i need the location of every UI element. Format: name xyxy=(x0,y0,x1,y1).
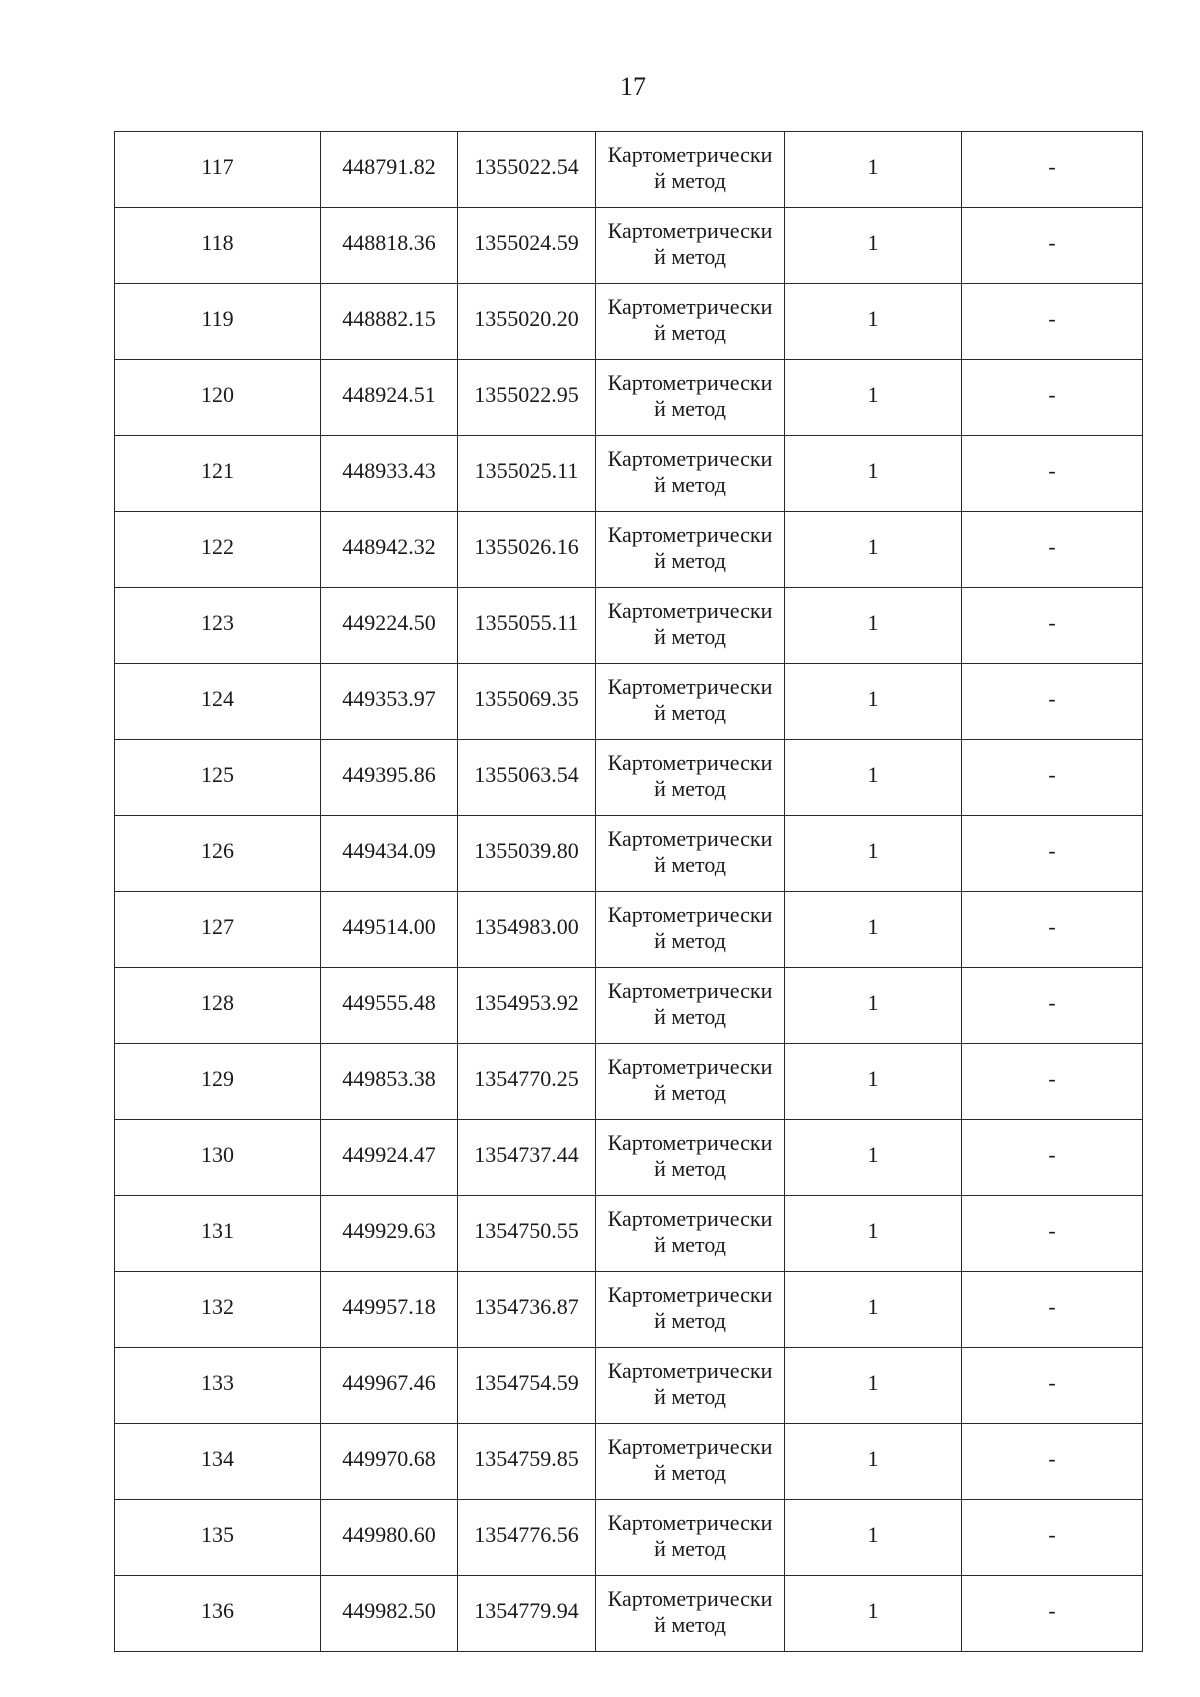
method-line-2: й метод xyxy=(654,1459,726,1485)
table-row xyxy=(115,512,1143,588)
note-cell: - xyxy=(962,1272,1143,1348)
note-cell: - xyxy=(962,816,1143,892)
y-coordinate-cell: 1354759.85 xyxy=(458,1424,596,1500)
method-line-2: й метод xyxy=(654,167,726,193)
method-cell xyxy=(596,1120,785,1196)
x-coordinate-cell: 449967.46 xyxy=(321,1348,458,1424)
method-line-2: й метод xyxy=(654,1155,726,1181)
table-row xyxy=(115,1500,1143,1576)
x-coordinate-cell: 448791.82 xyxy=(321,132,458,208)
method-cell xyxy=(596,284,785,360)
y-coordinate-cell: 1355025.11 xyxy=(458,436,596,512)
method-cell xyxy=(596,968,785,1044)
x-coordinate-cell: 449929.63 xyxy=(321,1196,458,1272)
y-coordinate-cell: 1355039.80 xyxy=(458,816,596,892)
y-coordinate-cell: 1355024.59 xyxy=(458,208,596,284)
note-cell: - xyxy=(962,1500,1143,1576)
x-coordinate-cell: 448942.32 xyxy=(321,512,458,588)
x-coordinate-cell: 449980.60 xyxy=(321,1500,458,1576)
note-cell: - xyxy=(962,132,1143,208)
method-cell xyxy=(596,664,785,740)
method-line-2: й метод xyxy=(654,471,726,497)
page-number: 17 xyxy=(620,72,646,101)
accuracy-cell: 1 xyxy=(785,664,962,740)
y-coordinate-cell: 1354754.59 xyxy=(458,1348,596,1424)
method-line-2: й метод xyxy=(654,775,726,801)
method-line-1: Картометрически xyxy=(607,217,773,243)
accuracy-cell: 1 xyxy=(785,1424,962,1500)
accuracy-cell: 1 xyxy=(785,1348,962,1424)
point-number-cell: 122 xyxy=(115,512,321,588)
y-coordinate-cell: 1354779.94 xyxy=(458,1576,596,1652)
point-number-cell: 126 xyxy=(115,816,321,892)
method-line-1: Картометрически xyxy=(607,1129,773,1155)
method-cell xyxy=(596,588,785,664)
method-line-2: й метод xyxy=(654,1383,726,1409)
method-line-1: Картометрически xyxy=(607,141,773,167)
accuracy-cell: 1 xyxy=(785,740,962,816)
method-line-2: й метод xyxy=(654,1003,726,1029)
method-line-2: й метод xyxy=(654,243,726,269)
y-coordinate-cell: 1354736.87 xyxy=(458,1272,596,1348)
point-number-cell: 123 xyxy=(115,588,321,664)
method-line-1: Картометрически xyxy=(607,1053,773,1079)
method-line-1: Картометрически xyxy=(607,521,773,547)
method-line-1: Картометрически xyxy=(607,445,773,471)
method-line-2: й метод xyxy=(654,1231,726,1257)
x-coordinate-cell: 449853.38 xyxy=(321,1044,458,1120)
x-coordinate-cell: 449957.18 xyxy=(321,1272,458,1348)
table-row xyxy=(115,1272,1143,1348)
method-line-1: Картометрически xyxy=(607,1433,773,1459)
note-cell: - xyxy=(962,664,1143,740)
x-coordinate-cell: 449395.86 xyxy=(321,740,458,816)
y-coordinate-cell: 1354770.25 xyxy=(458,1044,596,1120)
table-row xyxy=(115,664,1143,740)
note-cell: - xyxy=(962,436,1143,512)
y-coordinate-cell: 1355063.54 xyxy=(458,740,596,816)
accuracy-cell: 1 xyxy=(785,1272,962,1348)
method-cell xyxy=(596,1196,785,1272)
note-cell: - xyxy=(962,1348,1143,1424)
method-cell xyxy=(596,1500,785,1576)
point-number-cell: 135 xyxy=(115,1500,321,1576)
y-coordinate-cell: 1354776.56 xyxy=(458,1500,596,1576)
point-number-cell: 125 xyxy=(115,740,321,816)
point-number-cell: 121 xyxy=(115,436,321,512)
point-number-cell: 134 xyxy=(115,1424,321,1500)
accuracy-cell: 1 xyxy=(785,968,962,1044)
method-cell xyxy=(596,1044,785,1120)
y-coordinate-cell: 1355022.54 xyxy=(458,132,596,208)
point-number-cell: 128 xyxy=(115,968,321,1044)
note-cell: - xyxy=(962,892,1143,968)
method-line-2: й метод xyxy=(654,851,726,877)
table-body xyxy=(115,132,1143,1652)
y-coordinate-cell: 1354983.00 xyxy=(458,892,596,968)
method-line-1: Картометрически xyxy=(607,369,773,395)
table-row xyxy=(115,588,1143,664)
table-row xyxy=(115,1424,1143,1500)
table-row xyxy=(115,132,1143,208)
method-cell xyxy=(596,816,785,892)
point-number-cell: 132 xyxy=(115,1272,321,1348)
note-cell: - xyxy=(962,284,1143,360)
table-row xyxy=(115,436,1143,512)
table-row xyxy=(115,1576,1143,1652)
x-coordinate-cell: 449555.48 xyxy=(321,968,458,1044)
note-cell: - xyxy=(962,1120,1143,1196)
note-cell: - xyxy=(962,740,1143,816)
accuracy-cell: 1 xyxy=(785,208,962,284)
method-line-2: й метод xyxy=(654,395,726,421)
accuracy-cell: 1 xyxy=(785,1196,962,1272)
method-line-2: й метод xyxy=(654,1535,726,1561)
point-number-cell: 119 xyxy=(115,284,321,360)
method-line-2: й метод xyxy=(654,1079,726,1105)
y-coordinate-cell: 1355055.11 xyxy=(458,588,596,664)
method-cell xyxy=(596,1272,785,1348)
x-coordinate-cell: 448933.43 xyxy=(321,436,458,512)
note-cell: - xyxy=(962,512,1143,588)
accuracy-cell: 1 xyxy=(785,892,962,968)
table-row xyxy=(115,1120,1143,1196)
point-number-cell: 130 xyxy=(115,1120,321,1196)
accuracy-cell: 1 xyxy=(785,512,962,588)
method-line-2: й метод xyxy=(654,319,726,345)
note-cell: - xyxy=(962,1044,1143,1120)
table-row xyxy=(115,816,1143,892)
method-line-1: Картометрически xyxy=(607,1509,773,1535)
method-line-1: Картометрически xyxy=(607,673,773,699)
method-line-2: й метод xyxy=(654,623,726,649)
method-line-1: Картометрически xyxy=(607,901,773,927)
method-cell xyxy=(596,132,785,208)
point-number-cell: 133 xyxy=(115,1348,321,1424)
method-cell xyxy=(596,1348,785,1424)
x-coordinate-cell: 449970.68 xyxy=(321,1424,458,1500)
method-line-1: Картометрически xyxy=(607,977,773,1003)
x-coordinate-cell: 449514.00 xyxy=(321,892,458,968)
accuracy-cell: 1 xyxy=(785,588,962,664)
method-line-1: Картометрически xyxy=(607,1357,773,1383)
method-line-1: Картометрически xyxy=(607,749,773,775)
method-cell xyxy=(596,360,785,436)
y-coordinate-cell: 1355069.35 xyxy=(458,664,596,740)
method-cell xyxy=(596,512,785,588)
x-coordinate-cell: 449434.09 xyxy=(321,816,458,892)
method-cell xyxy=(596,436,785,512)
table-row xyxy=(115,360,1143,436)
note-cell: - xyxy=(962,1196,1143,1272)
table-row xyxy=(115,284,1143,360)
method-line-2: й метод xyxy=(654,699,726,725)
x-coordinate-cell: 448818.36 xyxy=(321,208,458,284)
note-cell: - xyxy=(962,1576,1143,1652)
method-line-2: й метод xyxy=(654,1307,726,1333)
point-number-cell: 129 xyxy=(115,1044,321,1120)
method-line-2: й метод xyxy=(654,547,726,573)
table-row xyxy=(115,740,1143,816)
y-coordinate-cell: 1354737.44 xyxy=(458,1120,596,1196)
table-row xyxy=(115,1196,1143,1272)
accuracy-cell: 1 xyxy=(785,132,962,208)
x-coordinate-cell: 449353.97 xyxy=(321,664,458,740)
accuracy-cell: 1 xyxy=(785,360,962,436)
method-line-1: Картометрически xyxy=(607,1585,773,1611)
method-cell xyxy=(596,740,785,816)
point-number-cell: 131 xyxy=(115,1196,321,1272)
table-row xyxy=(115,1348,1143,1424)
note-cell: - xyxy=(962,588,1143,664)
x-coordinate-cell: 448924.51 xyxy=(321,360,458,436)
accuracy-cell: 1 xyxy=(785,816,962,892)
table-row xyxy=(115,208,1143,284)
point-number-cell: 117 xyxy=(115,132,321,208)
point-number-cell: 124 xyxy=(115,664,321,740)
y-coordinate-cell: 1354953.92 xyxy=(458,968,596,1044)
x-coordinate-cell: 449224.50 xyxy=(321,588,458,664)
y-coordinate-cell: 1355020.20 xyxy=(458,284,596,360)
accuracy-cell: 1 xyxy=(785,1500,962,1576)
note-cell: - xyxy=(962,968,1143,1044)
x-coordinate-cell: 449982.50 xyxy=(321,1576,458,1652)
point-number-cell: 136 xyxy=(115,1576,321,1652)
method-cell xyxy=(596,1424,785,1500)
method-cell xyxy=(596,1576,785,1652)
point-number-cell: 127 xyxy=(115,892,321,968)
coordinates-table xyxy=(114,131,1143,1652)
table-row xyxy=(115,1044,1143,1120)
y-coordinate-cell: 1355022.95 xyxy=(458,360,596,436)
method-line-1: Картометрически xyxy=(607,293,773,319)
point-number-cell: 118 xyxy=(115,208,321,284)
accuracy-cell: 1 xyxy=(785,1576,962,1652)
y-coordinate-cell: 1354750.55 xyxy=(458,1196,596,1272)
note-cell: - xyxy=(962,360,1143,436)
method-line-1: Картометрически xyxy=(607,825,773,851)
method-line-1: Картометрически xyxy=(607,597,773,623)
method-cell xyxy=(596,892,785,968)
note-cell: - xyxy=(962,1424,1143,1500)
method-line-1: Картометрически xyxy=(607,1205,773,1231)
point-number-cell: 120 xyxy=(115,360,321,436)
method-line-1: Картометрически xyxy=(607,1281,773,1307)
method-cell xyxy=(596,208,785,284)
table-row xyxy=(115,968,1143,1044)
accuracy-cell: 1 xyxy=(785,284,962,360)
note-cell: - xyxy=(962,208,1143,284)
accuracy-cell: 1 xyxy=(785,1120,962,1196)
x-coordinate-cell: 449924.47 xyxy=(321,1120,458,1196)
method-line-2: й метод xyxy=(654,1611,726,1637)
accuracy-cell: 1 xyxy=(785,1044,962,1120)
table-row xyxy=(115,892,1143,968)
accuracy-cell: 1 xyxy=(785,436,962,512)
x-coordinate-cell: 448882.15 xyxy=(321,284,458,360)
y-coordinate-cell: 1355026.16 xyxy=(458,512,596,588)
method-line-2: й метод xyxy=(654,927,726,953)
